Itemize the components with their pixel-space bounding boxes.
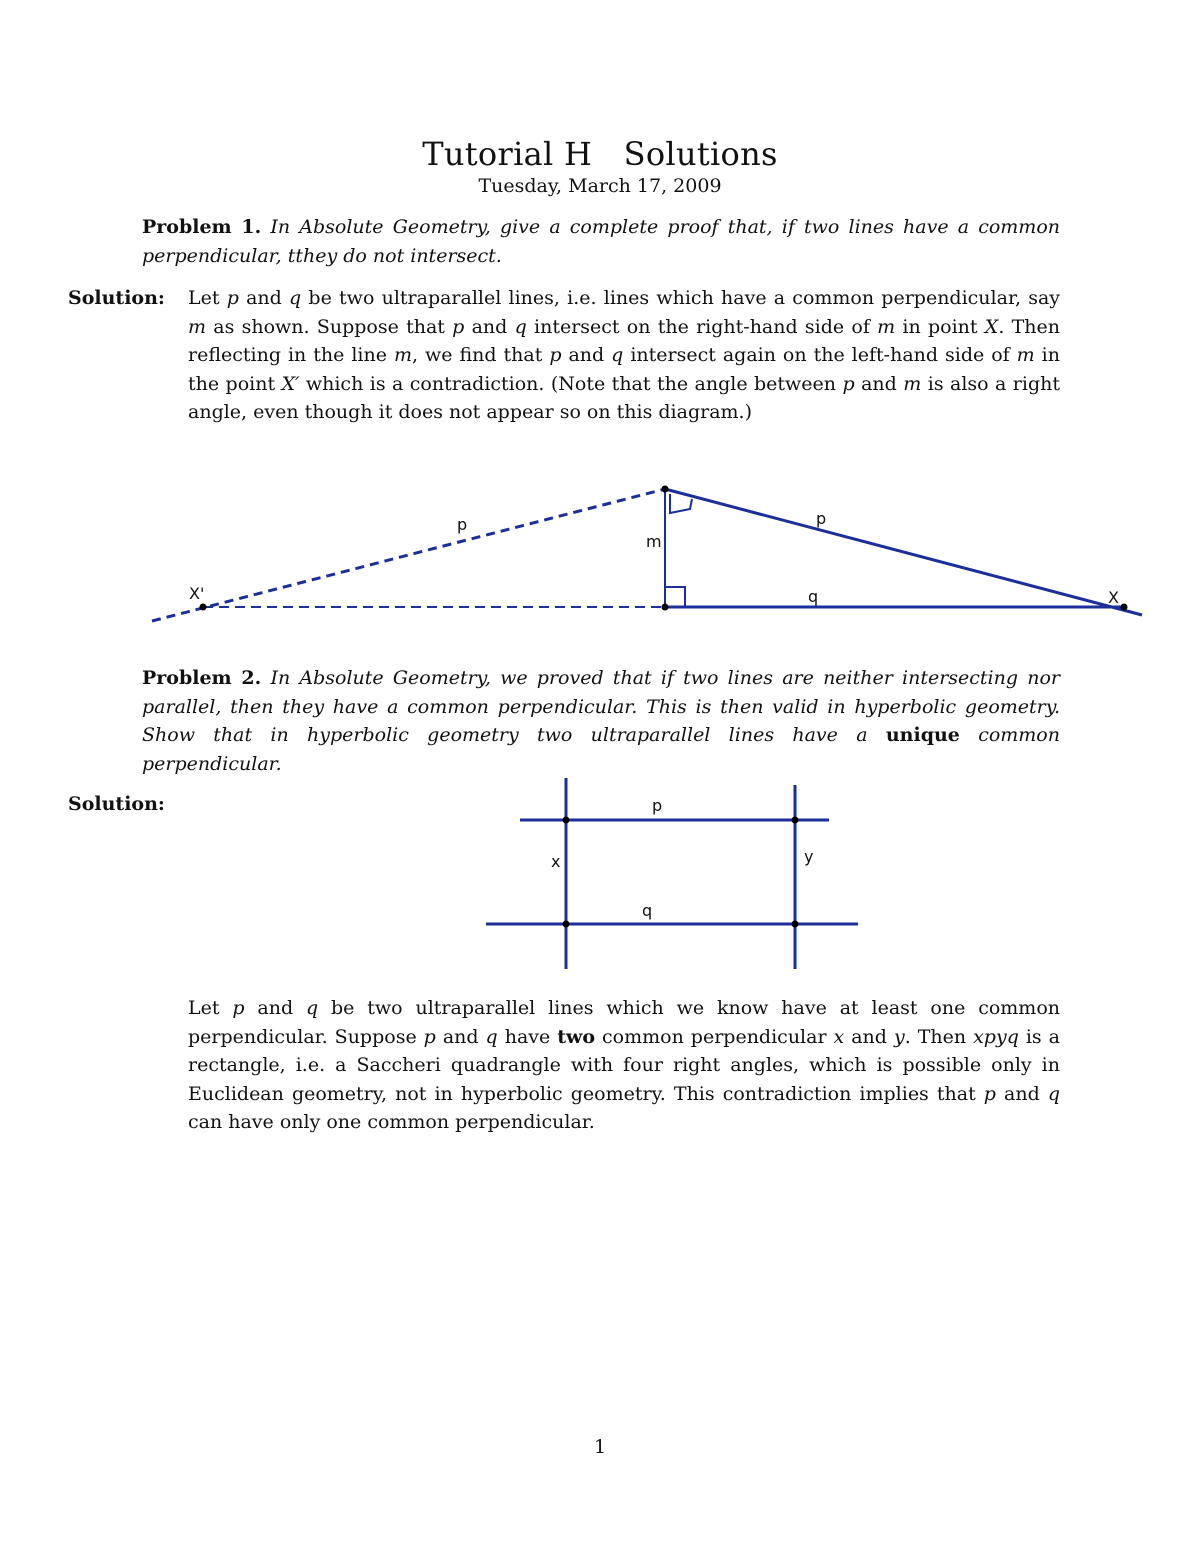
- text-run: and: [464, 315, 515, 338]
- point-top: [662, 486, 669, 493]
- diagram-1: [0, 470, 1200, 640]
- point-foot: [662, 604, 669, 611]
- solution-2-label: Solution:: [68, 793, 165, 815]
- point-X: [1121, 604, 1128, 611]
- text-run: . Then: [904, 1025, 974, 1048]
- point: [563, 817, 570, 824]
- diagram-1-label-X-prime: X': [189, 584, 205, 603]
- problem-2: [142, 664, 1060, 778]
- var-q: q: [305, 997, 319, 1019]
- var-p: p: [423, 1025, 436, 1048]
- text-run: , we find that: [411, 344, 550, 366]
- point: [792, 817, 799, 824]
- diagram-2-label-p: p: [652, 796, 663, 815]
- text-run: and: [238, 287, 290, 309]
- var-p: p: [549, 344, 562, 366]
- diagram-1-label-p-left: p: [457, 515, 468, 534]
- page-title: Tutorial H Solutions: [422, 135, 778, 173]
- page-number: 1: [593, 1436, 607, 1458]
- problem-1: [142, 213, 1060, 270]
- var-m: m: [877, 315, 896, 338]
- var-X: X: [984, 315, 999, 338]
- text-run: is a rectangle, i.e. a Saccheri quadrangle with four right angles, which is possible only in Euclidean geometry, not in hyperbolic geometry. This contradiction implies that: [188, 1025, 1060, 1105]
- diagram-1-label-X: X: [1108, 588, 1119, 607]
- point: [792, 921, 799, 928]
- point-X-prime: [200, 604, 207, 611]
- text-run: have: [497, 1025, 558, 1048]
- var-q: q: [289, 287, 302, 309]
- text-run-bold: two: [557, 1025, 596, 1048]
- text-run: and: [854, 372, 904, 395]
- text-run: common perpendicular: [595, 1025, 834, 1048]
- text-run: and: [435, 1025, 486, 1048]
- solution-1-label: Solution:: [68, 287, 165, 309]
- var-y: y: [893, 1025, 905, 1048]
- text-run: which is a contradiction. (Note that the angle between: [299, 372, 843, 395]
- problem-2-label: Problem 2.: [142, 667, 262, 689]
- diagram-2-label-x: x: [551, 852, 561, 871]
- right-angle-mark-p: [670, 494, 692, 513]
- diagram-1-label-q: q: [808, 587, 819, 606]
- text-run: is also a right angle, even though it does not appear so on this diagram.): [188, 372, 1061, 423]
- text-run: In Absolute Geometry, we proved that if two lines are neither intersecting nor parallel, then they have a common perpendicular. This is then valid in hyperbolic geometry. Show that in hyperbolic geometry two ultraparallel lines have a: [142, 667, 1060, 746]
- solution-2-text: [188, 994, 1060, 1137]
- text-run-bold: unique: [885, 724, 960, 746]
- line-p: [665, 489, 1142, 615]
- var-x: x: [833, 1025, 845, 1048]
- var-xpyq: xpyq: [973, 1025, 1019, 1048]
- var-p: p: [226, 287, 239, 309]
- text-run: Let: [188, 997, 233, 1019]
- var-p: p: [452, 315, 465, 338]
- text-run: intersect again on the left-hand side of: [623, 344, 1017, 366]
- diagram-2: [0, 770, 1200, 975]
- text-run: be two ultraparallel lines which we know have at least one common perpendicular. Suppose: [188, 997, 1060, 1048]
- var-m: m: [1016, 344, 1035, 366]
- text-run: and: [995, 1082, 1048, 1105]
- text-run: in the point: [188, 344, 1060, 395]
- text-run: intersect on the right-hand side of: [526, 315, 878, 338]
- diagram-2-label-q: q: [642, 901, 653, 920]
- point: [563, 921, 570, 928]
- diagram-2-label-y: y: [804, 847, 814, 866]
- var-p: p: [842, 372, 855, 395]
- var-m: m: [903, 372, 922, 395]
- text-run: and: [844, 1025, 894, 1048]
- diagram-1-label-p-right: p: [816, 509, 827, 528]
- diagram-1-label-m: m: [646, 532, 662, 551]
- text-run: and: [244, 997, 306, 1019]
- text-run: and: [561, 344, 612, 366]
- var-q: q: [514, 315, 527, 338]
- text-run: in point: [895, 315, 985, 338]
- text-run: be two ultraparallel lines, i.e. lines which have a common perpendicular, say: [301, 287, 1061, 309]
- text-run: can have only one common perpendicular.: [188, 1111, 595, 1133]
- var-m: m: [188, 315, 207, 338]
- problem-1-label: Problem 1.: [142, 216, 262, 238]
- right-angle-mark-q: [665, 587, 685, 607]
- text-run: as shown. Suppose that: [206, 315, 453, 338]
- text-run: Let: [188, 287, 227, 309]
- page-date: Tuesday, March 17, 2009: [478, 175, 722, 197]
- text-run: common perpendicular.: [142, 724, 1060, 775]
- var-q: q: [611, 344, 624, 366]
- var-p: p: [983, 1082, 996, 1105]
- solution-1-text: [188, 284, 1060, 427]
- var-p: p: [232, 997, 245, 1019]
- line-p-dashed: [152, 489, 665, 621]
- var-m: m: [393, 344, 412, 366]
- text-run: . Then reflecting in the line: [188, 315, 1060, 366]
- problem-2-statement: [142, 667, 1060, 775]
- var-X-prime: X′: [281, 372, 300, 395]
- problem-1-statement: In Absolute Geometry, give a complete proof that, if two lines have a common perpendicular, tthey do not intersect.: [142, 216, 1060, 267]
- var-q: q: [1047, 1082, 1060, 1105]
- var-q: q: [485, 1025, 498, 1048]
